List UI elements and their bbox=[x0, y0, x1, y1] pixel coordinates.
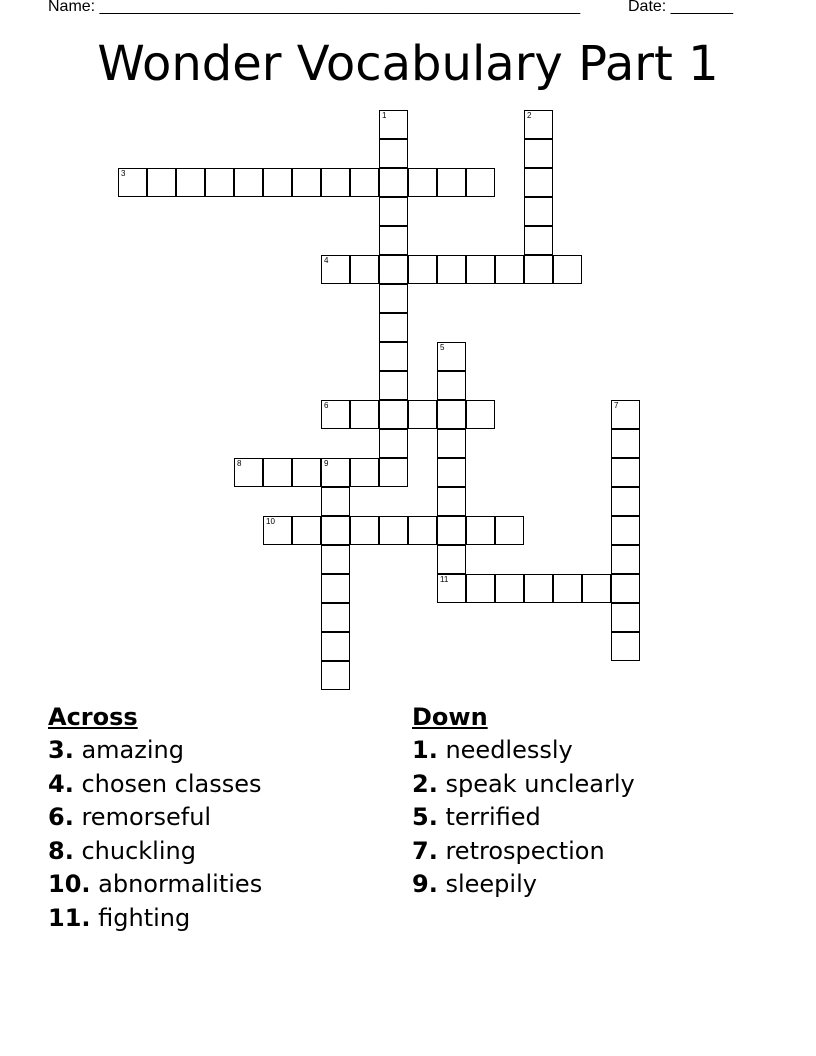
across-clue-6 bbox=[48, 801, 262, 835]
page-title: Wonder Vocabulary Part 1 bbox=[97, 36, 719, 92]
grid-cell[interactable] bbox=[379, 516, 408, 545]
grid-cell[interactable] bbox=[379, 342, 408, 371]
grid-cell[interactable] bbox=[437, 371, 466, 400]
grid-cell[interactable] bbox=[524, 255, 553, 284]
grid-cell[interactable] bbox=[466, 574, 495, 603]
grid-cell[interactable] bbox=[582, 574, 611, 603]
grid-cell[interactable] bbox=[437, 342, 466, 371]
down-clue-7 bbox=[412, 835, 635, 869]
grid-cell[interactable] bbox=[147, 168, 176, 197]
cell-number: 8 bbox=[237, 459, 242, 468]
across-clue-3 bbox=[48, 734, 262, 768]
grid-cell[interactable] bbox=[524, 197, 553, 226]
clue-number: 11. bbox=[48, 903, 91, 932]
grid-cell[interactable] bbox=[466, 255, 495, 284]
grid-cell[interactable] bbox=[408, 168, 437, 197]
grid-cell[interactable] bbox=[321, 516, 350, 545]
grid-cell[interactable] bbox=[437, 487, 466, 516]
grid-cell[interactable] bbox=[350, 255, 379, 284]
clue-text: sleepily bbox=[437, 870, 537, 898]
grid-cell[interactable] bbox=[379, 313, 408, 342]
grid-cell[interactable] bbox=[350, 168, 379, 197]
clue-text: remorseful bbox=[73, 803, 212, 831]
grid-cell[interactable] bbox=[466, 516, 495, 545]
grid-cell[interactable] bbox=[234, 168, 263, 197]
date-label: Date: _______ bbox=[628, 0, 733, 15]
grid-cell[interactable] bbox=[611, 458, 640, 487]
clue-number: 6. bbox=[48, 803, 74, 831]
grid-cell[interactable] bbox=[408, 400, 437, 429]
grid-cell[interactable] bbox=[437, 516, 466, 545]
clue-number: 10. bbox=[48, 870, 91, 898]
grid-cell[interactable] bbox=[321, 603, 350, 632]
across-clue-11 bbox=[48, 902, 262, 936]
clue-text: fighting bbox=[90, 903, 191, 932]
grid-cell[interactable] bbox=[466, 168, 495, 197]
grid-cell[interactable] bbox=[292, 516, 321, 545]
grid-cell[interactable] bbox=[176, 168, 205, 197]
grid-cell[interactable] bbox=[437, 255, 466, 284]
down-clue-5 bbox=[412, 801, 635, 835]
down-clue-9 bbox=[412, 868, 635, 902]
grid-cell[interactable] bbox=[437, 545, 466, 574]
down-clue-1 bbox=[412, 734, 635, 768]
grid-cell[interactable] bbox=[379, 226, 408, 255]
grid-cell[interactable] bbox=[292, 458, 321, 487]
across-clue-4 bbox=[48, 768, 262, 802]
clue-number: 5. bbox=[412, 803, 438, 831]
grid-cell[interactable] bbox=[263, 516, 292, 545]
grid-cell[interactable] bbox=[321, 574, 350, 603]
clue-number: 8. bbox=[48, 836, 74, 865]
grid-cell[interactable] bbox=[234, 458, 263, 487]
clue-number: 2. bbox=[412, 769, 438, 798]
clue-number: 9. bbox=[412, 870, 438, 898]
grid-cell[interactable] bbox=[379, 168, 408, 197]
clue-text: retrospection bbox=[437, 836, 605, 865]
grid-cell[interactable] bbox=[437, 168, 466, 197]
clue-number: 3. bbox=[48, 736, 74, 764]
grid-cell[interactable] bbox=[379, 458, 408, 487]
grid-cell[interactable] bbox=[321, 632, 350, 661]
grid-cell[interactable] bbox=[611, 400, 640, 429]
clue-number: 7. bbox=[412, 836, 438, 865]
grid-cell[interactable] bbox=[553, 255, 582, 284]
across-clue-list bbox=[48, 734, 262, 935]
down-heading: Down bbox=[412, 703, 488, 731]
across-clue-10 bbox=[48, 868, 262, 902]
grid-cell[interactable] bbox=[437, 574, 466, 603]
cell-number: 2 bbox=[527, 111, 532, 120]
grid-cell[interactable] bbox=[321, 545, 350, 574]
grid-cell[interactable] bbox=[524, 168, 553, 197]
grid-cell[interactable] bbox=[524, 110, 553, 139]
grid-cell[interactable] bbox=[611, 487, 640, 516]
grid-cell[interactable] bbox=[321, 487, 350, 516]
cell-number: 3 bbox=[121, 169, 126, 178]
grid-cell[interactable] bbox=[408, 255, 437, 284]
clue-text: abnormalities bbox=[90, 870, 263, 898]
grid-cell[interactable] bbox=[379, 284, 408, 313]
cell-number: 6 bbox=[324, 401, 329, 410]
grid-cell[interactable] bbox=[205, 168, 234, 197]
grid-cell[interactable] bbox=[379, 429, 408, 458]
grid-cell[interactable] bbox=[321, 168, 350, 197]
grid-cell[interactable] bbox=[466, 400, 495, 429]
grid-cell[interactable] bbox=[553, 574, 582, 603]
grid-cell[interactable] bbox=[611, 545, 640, 574]
across-heading: Across bbox=[48, 703, 138, 731]
down-clues bbox=[412, 700, 635, 902]
grid-cell[interactable] bbox=[437, 400, 466, 429]
grid-cell[interactable] bbox=[611, 429, 640, 458]
clue-text: needlessly bbox=[437, 736, 573, 764]
grid-cell[interactable] bbox=[118, 168, 147, 197]
across-clue-8 bbox=[48, 835, 262, 869]
clue-text: chuckling bbox=[73, 836, 196, 865]
grid-cell[interactable] bbox=[292, 168, 321, 197]
grid-cell[interactable] bbox=[263, 168, 292, 197]
clue-number: 4. bbox=[48, 769, 74, 798]
grid-cell[interactable] bbox=[495, 516, 524, 545]
cell-number: 1 bbox=[382, 111, 387, 120]
clue-text: terrified bbox=[437, 803, 541, 831]
grid-cell[interactable] bbox=[321, 458, 350, 487]
cell-number: 9 bbox=[324, 459, 329, 468]
clue-text: amazing bbox=[73, 736, 184, 764]
grid-cell[interactable] bbox=[611, 632, 640, 661]
cell-number: 7 bbox=[614, 401, 619, 410]
cell-number: 11 bbox=[440, 575, 449, 584]
grid-cell[interactable] bbox=[495, 255, 524, 284]
grid-cell[interactable] bbox=[321, 661, 350, 690]
grid-cell[interactable] bbox=[611, 574, 640, 603]
grid-cell[interactable] bbox=[263, 458, 292, 487]
across-clues bbox=[48, 700, 262, 935]
grid-cell[interactable] bbox=[350, 458, 379, 487]
grid-cell[interactable] bbox=[524, 226, 553, 255]
name-label: Name: ______________________________________________________ bbox=[48, 0, 581, 15]
grid-cell[interactable] bbox=[350, 400, 379, 429]
grid-cell[interactable] bbox=[611, 516, 640, 545]
cell-number: 10 bbox=[266, 517, 275, 526]
clue-number: 1. bbox=[412, 736, 438, 764]
grid-cell[interactable] bbox=[350, 516, 379, 545]
grid-cell[interactable] bbox=[524, 574, 553, 603]
grid-cell[interactable] bbox=[379, 255, 408, 284]
grid-cell[interactable] bbox=[611, 603, 640, 632]
grid-cell[interactable] bbox=[495, 574, 524, 603]
cell-number: 5 bbox=[440, 343, 445, 352]
grid-cell[interactable] bbox=[379, 110, 408, 139]
down-clue-2 bbox=[412, 768, 635, 802]
grid-cell[interactable] bbox=[379, 371, 408, 400]
grid-cell[interactable] bbox=[379, 139, 408, 168]
grid-cell[interactable] bbox=[408, 516, 437, 545]
clue-text: speak unclearly bbox=[437, 769, 635, 798]
grid-cell[interactable] bbox=[379, 400, 408, 429]
grid-cell[interactable] bbox=[379, 197, 408, 226]
down-clue-list bbox=[412, 734, 635, 902]
cell-number: 4 bbox=[324, 256, 329, 265]
grid-cell[interactable] bbox=[437, 458, 466, 487]
grid-cell[interactable] bbox=[321, 255, 350, 284]
grid-cell[interactable] bbox=[321, 400, 350, 429]
grid-cell[interactable] bbox=[437, 429, 466, 458]
grid-cell[interactable] bbox=[524, 139, 553, 168]
clue-text: chosen classes bbox=[73, 769, 262, 798]
